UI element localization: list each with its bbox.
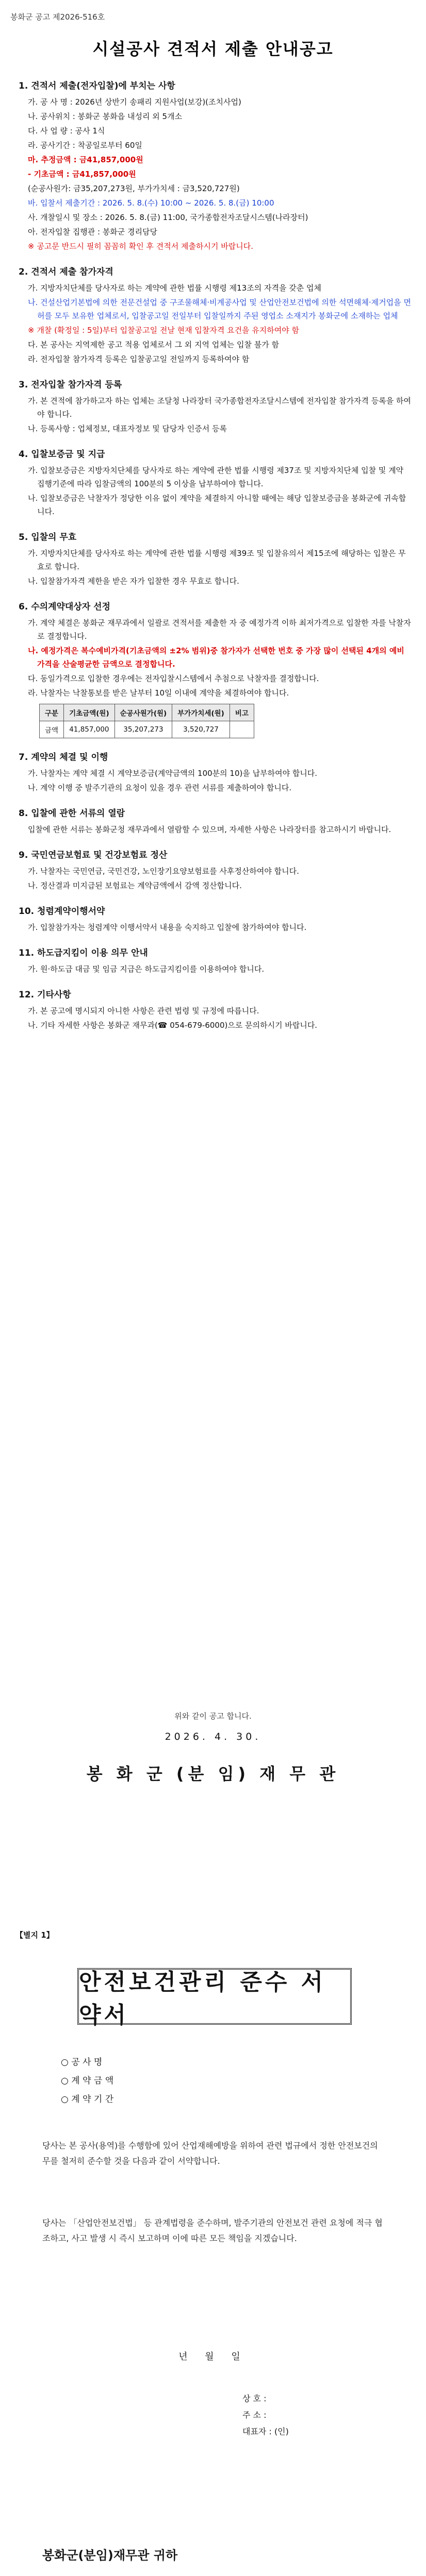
section-heading: 3. 전자입찰 참가자격 등록 — [19, 380, 122, 390]
section-item: ※ 개찰 (확정일 : 5일)부터 입찰공고일 전날 현재 입찰자격 요건을 유지하여야 함 — [28, 326, 300, 335]
announcement-body — [19, 67, 412, 1033]
section-item: 나. 정산결과 미지급된 보험료는 계약금액에서 감액 정산합니다. — [28, 881, 242, 890]
section-item: 가. 낙찰자는 계약 체결 시 계약보증금(계약금액의 100분의 10)을 납부하여야 합니다. — [28, 769, 318, 778]
sign-row-company: 상 호 : — [242, 2394, 267, 2403]
pledge-field-label: ○ 계 약 기 간 — [61, 2094, 114, 2105]
section-heading: 11. 하도급지킴이 이용 의무 안내 — [19, 948, 148, 958]
section-heading: 8. 입찰에 관한 서류의 열람 — [19, 808, 125, 819]
price-table-cell: 3,520,727 — [172, 721, 230, 738]
pledge-date: 년 월 일 — [178, 2351, 248, 2362]
section-heading: 1. 견적서 제출(전자입찰)에 부치는 사항 — [19, 81, 175, 91]
section-item: 가. 지방자치단체를 당사자로 하는 계약에 관한 법률 시행령 제39조 및 입찰유의서 제15조에 해당하는 입찰은 무효로 합니다. — [28, 549, 406, 571]
pledge-field-label: ○ 공 사 명 — [61, 2057, 103, 2067]
section-item: 다. 사 업 량 : 공사 1식 — [28, 126, 105, 135]
price-table-cell: 금액 — [40, 721, 64, 738]
section-heading: 12. 기타사항 — [19, 990, 71, 1000]
price-table-header: 구분 — [40, 704, 64, 721]
pledge-field-period — [61, 2090, 138, 2109]
section-heading: 6. 수의계약대상자 선정 — [19, 602, 110, 612]
section-item: 다. 본 공사는 지역제한 공고 적용 업체로서 그 외 지역 업체는 입찰 불가 함 — [28, 340, 279, 349]
pledge-sign-block — [242, 2391, 289, 2440]
section-heading: 2. 견적서 제출 참가자격 — [19, 267, 113, 277]
issuer-signature: 봉 화 군 (분 임) 재 무 관 — [86, 1764, 340, 1784]
section-item: 나. 예정가격은 복수예비가격(기초금액의 ±2% 범위)중 참가자가 선택한 번호 중 가장 많이 선택된 4개의 예비가격을 산술평균한 금액으로 결정합니다. — [28, 646, 404, 669]
section-item: 사. 개찰일시 및 장소 : 2026. 5. 8.(금) 11:00, 국가종합전자조달시스템(나라장터) — [28, 213, 308, 222]
pledge-paragraph-2: 당사는 「산업안전보건법」 등 관계법령을 준수하며, 발주기관의 안전보건 관련 요청에 적극 협조하고, 사고 발생 시 즉시 보고하며 이에 따른 모든 책임을 지겠습니다. — [42, 2218, 383, 2243]
section-item: 바. 입찰서 제출기간 : 2026. 5. 8.(수) 10:00 ~ 2026. 5. 8.(금) 10:00 — [28, 198, 274, 208]
form1-label: 【별지 1】 — [15, 1930, 54, 1940]
pledge-addressee: 봉화군(분임)재무관 귀하 — [42, 2548, 178, 2563]
section-item: 나. 등록사항 : 업체정보, 대표자정보 및 담당자 인증서 등록 — [28, 424, 227, 433]
section-item: 다. 동일가격으로 입찰한 경우에는 전자입찰시스템에서 추첨으로 낙찰자를 결정합니다. — [28, 674, 319, 683]
closing-hint: 위와 같이 공고 합니다. — [174, 1711, 252, 1721]
pledge-field-label: ○ 계 약 금 액 — [61, 2076, 114, 2086]
pledge-paragraph-1: 당사는 본 공사(용역)를 수행함에 있어 산업재해예방을 위하여 관련 법규에서 정한 안전보건의무를 철저히 준수할 것을 다음과 같이 서약합니다. — [42, 2141, 378, 2166]
section-item: 가. 원·하도급 대금 및 임금 지급은 하도급지킴이를 이용하여야 합니다. — [28, 964, 265, 974]
pledge-title: 안전보건관리 준수 서약서 — [77, 1968, 352, 2025]
price-table-header: 부가가치세(원) — [172, 704, 230, 721]
section-item: 가. 본 견적에 참가하고자 하는 업체는 조달청 나라장터 국가종합전자조달시스템에 전자입찰 참가자격 등록을 하여야 합니다. — [28, 396, 412, 419]
section-item: 라. 전자입찰 참가자격 등록은 입찰공고일 전일까지 등록하여야 함 — [28, 354, 250, 364]
section-item: 나. 기타 자세한 사항은 봉화군 재무과(☎ 054-679-6000)으로 문의하시기 바랍니다. — [28, 1021, 318, 1030]
pledge-field-amount — [61, 2072, 138, 2090]
sign-row-rep: 대표자 : (인) — [242, 2427, 289, 2436]
pledge-field-project — [61, 2053, 138, 2072]
section-heading: 9. 국민연금보험료 및 건강보험료 정산 — [19, 850, 168, 860]
price-table — [39, 704, 254, 738]
pledge-fields — [61, 2053, 138, 2109]
section-item: 입찰에 관한 서류는 봉화군청 재무과에서 열람할 수 있으며, 자세한 사항은 나라장터를 참고하시기 바랍니다. — [28, 825, 391, 834]
doc-number: 봉화군 공고 제2026-516호 — [10, 12, 105, 22]
section-item: 가. 입찰참가자는 청렴계약 이행서약서 내용을 숙지하고 입찰에 참가하여야 합니다. — [28, 923, 307, 932]
price-table-cell — [230, 721, 254, 738]
section-item: 나. 공사위치 : 봉화군 봉화읍 내성리 외 5개소 — [28, 112, 183, 121]
section-item: 가. 계약 체결은 봉화군 재무과에서 일괄로 견적서를 제출한 자 중 예정가격 이하 최저가격으로 입찰한 자를 낙찰자로 결정합니다. — [28, 618, 411, 641]
section-heading: 7. 계약의 체결 및 이행 — [19, 752, 108, 762]
section-item: 가. 본 공고에 명시되지 아니한 사항은 관련 법령 및 규정에 따릅니다. — [28, 1006, 259, 1015]
announce-date: 2026. 4. 30. — [165, 1731, 261, 1742]
section-heading: 4. 입찰보증금 및 지급 — [19, 449, 105, 460]
section-item: 가. 공 사 명 : 2026년 상반기 송패리 지원사업(보강)(조치사업) — [28, 97, 241, 107]
price-table-cell: 41,857,000 — [64, 721, 115, 738]
section-item: (순공사원가: 금35,207,273원, 부가가치세 : 금3,520,727원) — [28, 184, 240, 193]
section-item: 라. 공사기간 : 착공일로부터 60일 — [28, 141, 142, 150]
price-table-cell: 35,207,273 — [114, 721, 172, 738]
section-item: - 기초금액 : 금41,857,000원 — [28, 170, 136, 179]
price-table-header: 순공사원가(원) — [114, 704, 172, 721]
section-item: 아. 전자입찰 집행관 : 봉화군 경리담당 — [28, 227, 158, 236]
section-item: 나. 입찰보증금은 낙찰자가 정당한 이유 없이 계약을 체결하지 아니할 때에는 해당 입찰보증금을 봉화군에 귀속합니다. — [28, 494, 406, 516]
section-item: 나. 건설산업기본법에 의한 전문건설업 중 구조물해체·비계공사업 및 산업안전보건법에 의한 석면해체·제거업을 면허를 모두 보유한 업체로서, 입찰공고일 전일부터 입찰일까지 주된 영업소 소재지가 봉화군에 소재하는 업체 — [28, 298, 412, 320]
section-item: 마. 추정금액 : 금41,857,000원 — [28, 155, 143, 164]
section-item: 나. 계약 이행 중 발주기관의 요청이 있을 경우 관련 서류를 제출하여야 합니다. — [28, 783, 292, 792]
section-heading: 10. 청렴계약이행서약 — [19, 906, 105, 917]
section-item: 가. 지방자치단체를 당사자로 하는 계약에 관한 법률 시행령 제13조의 자격을 갖춘 업체 — [28, 283, 321, 293]
section-heading: 5. 입찰의 무효 — [19, 532, 77, 543]
section-item: 가. 낙찰자는 국민연금, 국민건강, 노인장기요양보험료를 사후정산하여야 합니다. — [28, 867, 299, 876]
price-table-header: 비고 — [230, 704, 254, 721]
section-item: 나. 입찰참가자격 제한을 받은 자가 입찰한 경우 무효로 합니다. — [28, 577, 239, 586]
price-table-row — [40, 721, 254, 738]
section-item: 가. 입찰보증금은 지방자치단체를 당사자로 하는 계약에 관한 법률 시행령 제37조 및 지방자치단체 입찰 및 계약 집행기준에 따라 입찰금액의 100분의 5 이상을 납부하여야 합니다. — [28, 466, 404, 488]
price-table-header: 기초금액(원) — [64, 704, 115, 721]
section-item: 라. 낙찰자는 낙찰통보를 받은 날부터 10일 이내에 계약을 체결하여야 합니다. — [28, 688, 289, 698]
announcement-title: 시설공사 견적서 제출 안내공고 — [92, 39, 334, 59]
section-item: ※ 공고문 반드시 필히 꼼꼼히 확인 후 견적서 제출하시기 바랍니다. — [28, 242, 253, 251]
sign-row-address: 주 소 : — [242, 2410, 267, 2420]
